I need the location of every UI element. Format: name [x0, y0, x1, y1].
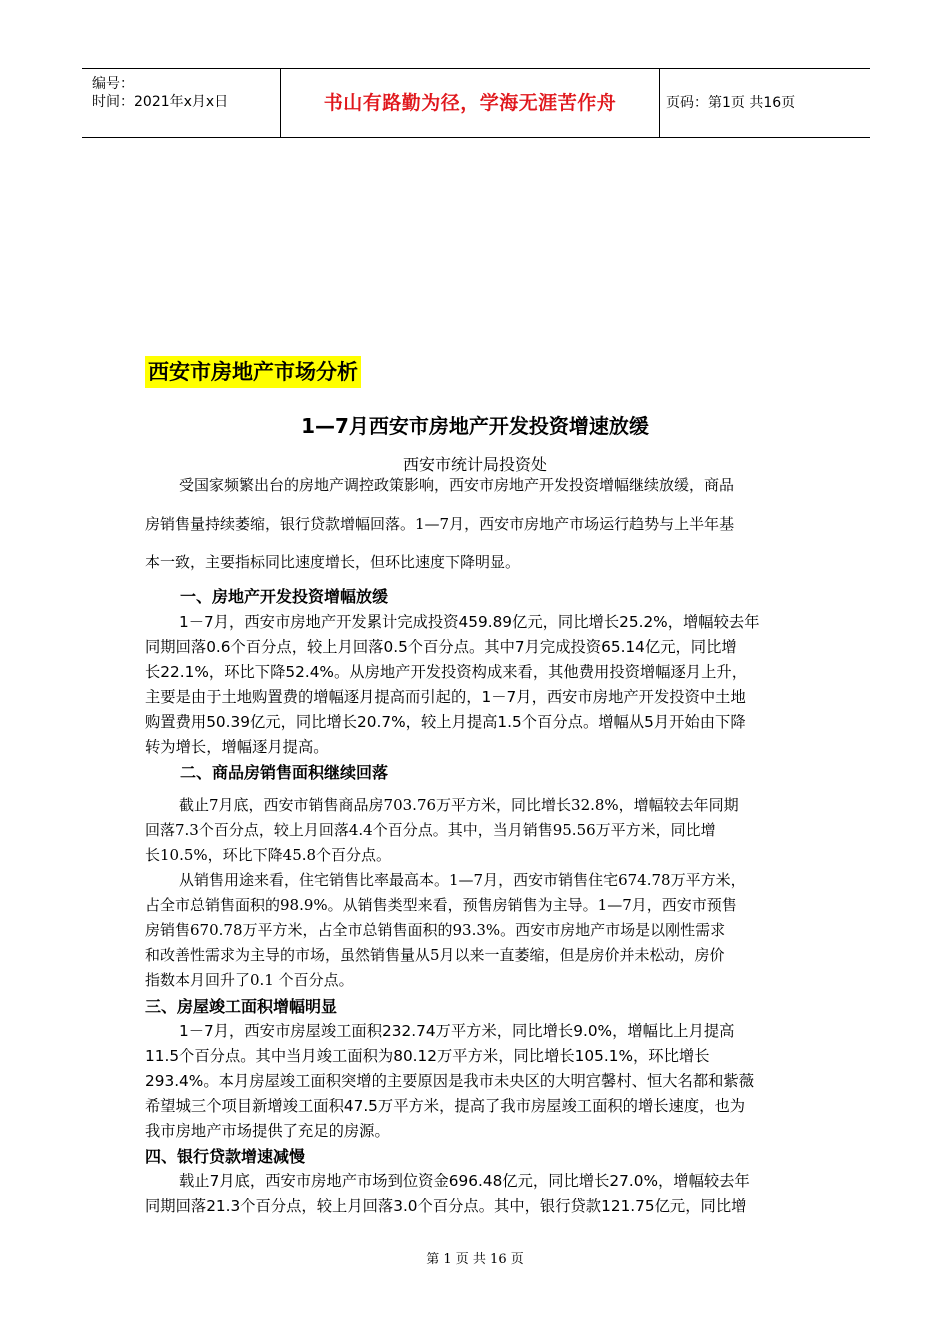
sub-title: 1—7月西安市房地产开发投资增速放缓 [301, 414, 649, 438]
sec2-line: 长10.5%，环比下降45.8个百分点。 [145, 846, 392, 864]
sec2-line: 房销售670.78万平方米，占全市总销售面积的93.3%。西安市房地产市场是以刚性需求 [145, 921, 726, 939]
main-title: 西安市房地产市场分析 [145, 356, 361, 388]
sec1-line: 购置费用50.39亿元，同比增长20.7%，较上月提高1.5个百分点。增幅从5月开始由下降 [145, 713, 746, 731]
sec2-line: 占全市总销售面积的98.9%。从销售类型来看，预售房销售为主导。1—7月，西安市预售 [145, 896, 737, 914]
header-meta [82, 69, 281, 137]
sec4-line: 载止7月底，西安市房地产市场到位资金696.48亿元，同比增长27.0%，增幅较去年 [179, 1172, 750, 1190]
sec2-line: 回落7.3个百分点，较上月回落4.4个百分点。其中，当月销售95.56万平方米，同比增 [145, 821, 716, 839]
sec2-line: 从销售用途来看，住宅销售比率最高本。1—7月，西安市销售住宅674.78万平方米， [179, 871, 746, 889]
sec3-line: 1－7月，西安市房屋竣工面积232.74万平方米，同比增长9.0%，增幅比上月提高 [179, 1022, 735, 1040]
page-footer: 第 1 页 共 16 页 [426, 1252, 524, 1267]
intro-line: 房销售量持续萎缩，银行贷款增幅回落。1—7月，西安市房地产市场运行趋势与上半年基 [145, 515, 735, 533]
section-heading-4: 四、银行贷款增速减慢 [145, 1147, 306, 1166]
page-header [82, 68, 870, 138]
header-motto: 书山有路勤为径，学海无涯苦作舟 [281, 69, 660, 137]
author-line: 西安市统计局投资处 [402, 455, 547, 474]
sec3-line: 希望城三个项目新增竣工面积47.5万平方米，提高了我市房屋竣工面积的增长速度，也为 [145, 1097, 746, 1115]
sec3-line: 11.5个百分点。其中当月竣工面积为80.12万平方米，同比增长105.1%，环比增长 [145, 1047, 710, 1065]
time-label: 时间：2021年x月x日 [92, 94, 229, 110]
sec3-line: 293.4%。本月房屋竣工面积突增的主要原因是我市未央区的大明宫馨村、恒大名都和紫薇 [145, 1072, 755, 1090]
sec2-line: 和改善性需求为主导的市场，虽然销售量从5月以来一直萎缩，但是房价并未松动，房价 [145, 946, 725, 964]
sec3-line: 我市房地产市场提供了充足的房源。 [145, 1122, 390, 1140]
number-label: 编号： [92, 76, 134, 92]
intro-line: 本一致，主要指标同比速度增长，但环比速度下降明显。 [145, 553, 521, 571]
sec1-line: 主要是由于土地购置费的增幅逐月提高而引起的，1－7月，西安市房地产开发投资中土地 [145, 688, 746, 706]
sec2-line: 指数本月回升了0.1 个百分点。 [145, 971, 354, 989]
sec1-line: 同期回落0.6个百分点，较上月回落0.5个百分点。其中7月完成投资65.14亿元，同比增 [145, 638, 737, 656]
section-heading-3: 三、房屋竣工面积增幅明显 [145, 997, 338, 1016]
section-heading-1: 一、房地产开发投资增幅放缓 [180, 587, 389, 606]
sec1-line: 转为增长，增幅逐月提高。 [145, 738, 329, 756]
sec1-line: 长22.1%，环比下降52.4%。从房地产开发投资构成来看，其他费用投资增幅逐月上升， [145, 663, 747, 681]
section-heading-2: 二、商品房销售面积继续回落 [180, 763, 389, 782]
sec1-line: 1－7月，西安市房地产开发累计完成投资459.89亿元，同比增长25.2%，增幅较去年 [179, 613, 760, 631]
sec2-line: 截止7月底，西安市销售商品房703.76万平方米，同比增长32.8%，增幅较去年同期 [179, 796, 739, 814]
intro-line: 受国家频繁出台的房地产调控政策影响，西安市房地产开发投资增幅继续放缓，商品 [179, 476, 735, 494]
sec4-line: 同期回落21.3个百分点，较上月回落3.0个百分点。其中，银行贷款121.75亿元，同比增 [145, 1197, 747, 1215]
header-page-info: 页码：第1页 共16页 [666, 95, 796, 111]
